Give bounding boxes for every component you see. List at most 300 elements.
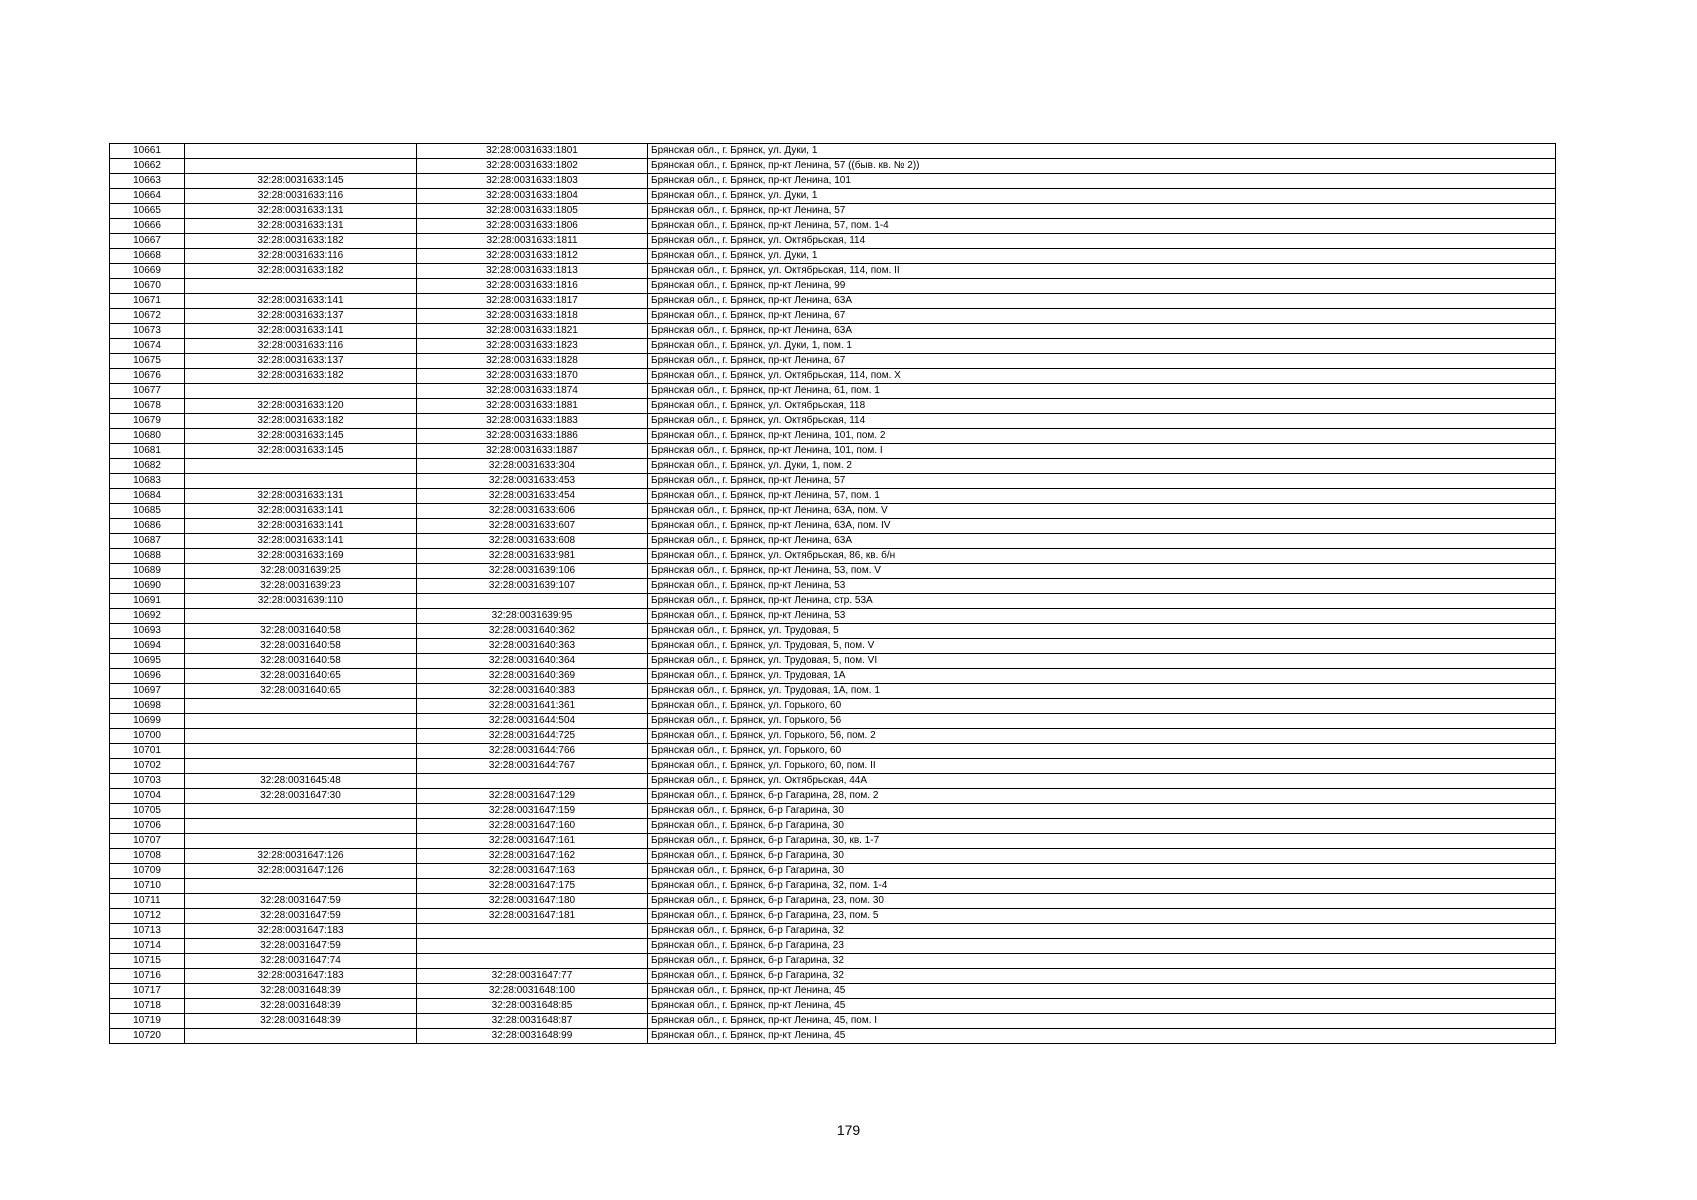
parent-cadastral-number-cell: 32:28:0031633:137 xyxy=(185,309,417,324)
parent-cadastral-number-cell: 32:28:0031633:116 xyxy=(185,249,417,264)
address-cell: Брянская обл., г. Брянск, б-р Гагарина, 32 xyxy=(648,954,1556,969)
address-cell: Брянская обл., г. Брянск, ул. Дуки, 1, пом. 2 xyxy=(648,459,1556,474)
cadastral-number-cell: 32:28:0031633:1881 xyxy=(417,399,648,414)
table-row xyxy=(110,384,1556,399)
cadastral-number-cell: 32:28:0031633:1818 xyxy=(417,309,648,324)
parent-cadastral-number-cell: 32:28:0031647:59 xyxy=(185,939,417,954)
table-row xyxy=(110,579,1556,594)
row-number-cell: 10687 xyxy=(110,534,185,549)
row-number-cell: 10684 xyxy=(110,489,185,504)
table-row xyxy=(110,189,1556,204)
row-number-cell: 10698 xyxy=(110,699,185,714)
address-cell: Брянская обл., г. Брянск, ул. Октябрьская, 114 xyxy=(648,234,1556,249)
cadastral-number-cell: 32:28:0031633:1874 xyxy=(417,384,648,399)
table-row xyxy=(110,264,1556,279)
cadastral-number-cell xyxy=(417,774,648,789)
cadastral-number-cell: 32:28:0031647:159 xyxy=(417,804,648,819)
table-row xyxy=(110,159,1556,174)
table-row xyxy=(110,204,1556,219)
table-row xyxy=(110,609,1556,624)
table-row xyxy=(110,1029,1556,1044)
row-number-cell: 10680 xyxy=(110,429,185,444)
parent-cadastral-number-cell: 32:28:0031639:110 xyxy=(185,594,417,609)
row-number-cell: 10714 xyxy=(110,939,185,954)
row-number-cell: 10674 xyxy=(110,339,185,354)
table-row xyxy=(110,474,1556,489)
cadastral-number-cell xyxy=(417,594,648,609)
row-number-cell: 10700 xyxy=(110,729,185,744)
address-cell: Брянская обл., г. Брянск, ул. Дуки, 1 xyxy=(648,144,1556,159)
table-row xyxy=(110,969,1556,984)
row-number-cell: 10682 xyxy=(110,459,185,474)
address-cell: Брянская обл., г. Брянск, пр-кт Ленина, 101 xyxy=(648,174,1556,189)
cadastral-number-cell xyxy=(417,939,648,954)
address-cell: Брянская обл., г. Брянск, б-р Гагарина, 30 xyxy=(648,804,1556,819)
address-cell: Брянская обл., г. Брянск, пр-кт Ленина, стр. 53А xyxy=(648,594,1556,609)
table-row xyxy=(110,939,1556,954)
cadastral-number-cell: 32:28:0031633:1816 xyxy=(417,279,648,294)
parent-cadastral-number-cell: 32:28:0031648:39 xyxy=(185,984,417,999)
row-number-cell: 10715 xyxy=(110,954,185,969)
parent-cadastral-number-cell: 32:28:0031633:145 xyxy=(185,174,417,189)
address-cell: Брянская обл., г. Брянск, б-р Гагарина, 30 xyxy=(648,849,1556,864)
cadastral-number-cell: 32:28:0031633:981 xyxy=(417,549,648,564)
parent-cadastral-number-cell: 32:28:0031647:126 xyxy=(185,849,417,864)
cadastral-number-cell: 32:28:0031633:1805 xyxy=(417,204,648,219)
table-row xyxy=(110,144,1556,159)
address-cell: Брянская обл., г. Брянск, пр-кт Ленина, 57 xyxy=(648,204,1556,219)
cadastral-number-cell: 32:28:0031640:364 xyxy=(417,654,648,669)
parent-cadastral-number-cell: 32:28:0031633:182 xyxy=(185,414,417,429)
table-row xyxy=(110,864,1556,879)
cadastral-number-cell: 32:28:0031633:304 xyxy=(417,459,648,474)
parent-cadastral-number-cell xyxy=(185,819,417,834)
table-row xyxy=(110,714,1556,729)
address-cell: Брянская обл., г. Брянск, б-р Гагарина, 28, пом. 2 xyxy=(648,789,1556,804)
parent-cadastral-number-cell: 32:28:0031633:145 xyxy=(185,444,417,459)
address-cell: Брянская обл., г. Брянск, ул. Трудовая, 5, пом. VI xyxy=(648,654,1556,669)
row-number-cell: 10707 xyxy=(110,834,185,849)
parent-cadastral-number-cell: 32:28:0031639:23 xyxy=(185,579,417,594)
parent-cadastral-number-cell: 32:28:0031633:116 xyxy=(185,339,417,354)
row-number-cell: 10664 xyxy=(110,189,185,204)
address-cell: Брянская обл., г. Брянск, ул. Октябрьская, 86, кв. б/н xyxy=(648,549,1556,564)
table-row xyxy=(110,669,1556,684)
parent-cadastral-number-cell: 32:28:0031647:183 xyxy=(185,924,417,939)
parent-cadastral-number-cell: 32:28:0031647:74 xyxy=(185,954,417,969)
row-number-cell: 10667 xyxy=(110,234,185,249)
table-row xyxy=(110,639,1556,654)
table-row xyxy=(110,489,1556,504)
address-cell: Брянская обл., г. Брянск, пр-кт Ленина, 99 xyxy=(648,279,1556,294)
parent-cadastral-number-cell xyxy=(185,159,417,174)
table-row xyxy=(110,174,1556,189)
row-number-cell: 10703 xyxy=(110,774,185,789)
parent-cadastral-number-cell xyxy=(185,759,417,774)
cadastral-table-body xyxy=(110,144,1556,1044)
parent-cadastral-number-cell: 32:28:0031640:58 xyxy=(185,624,417,639)
parent-cadastral-number-cell xyxy=(185,834,417,849)
row-number-cell: 10717 xyxy=(110,984,185,999)
table-row xyxy=(110,954,1556,969)
address-cell: Брянская обл., г. Брянск, ул. Дуки, 1, пом. 1 xyxy=(648,339,1556,354)
parent-cadastral-number-cell xyxy=(185,729,417,744)
table-row xyxy=(110,519,1556,534)
parent-cadastral-number-cell: 32:28:0031633:141 xyxy=(185,534,417,549)
address-cell: Брянская обл., г. Брянск, ул. Октябрьская, 114, пом. II xyxy=(648,264,1556,279)
row-number-cell: 10661 xyxy=(110,144,185,159)
table-row xyxy=(110,909,1556,924)
address-cell: Брянская обл., г. Брянск, пр-кт Ленина, 45 xyxy=(648,1029,1556,1044)
row-number-cell: 10690 xyxy=(110,579,185,594)
address-cell: Брянская обл., г. Брянск, ул. Трудовая, 1А xyxy=(648,669,1556,684)
parent-cadastral-number-cell: 32:28:0031633:141 xyxy=(185,504,417,519)
address-cell: Брянская обл., г. Брянск, пр-кт Ленина, 63А xyxy=(648,324,1556,339)
row-number-cell: 10683 xyxy=(110,474,185,489)
parent-cadastral-number-cell: 32:28:0031648:39 xyxy=(185,1014,417,1029)
address-cell: Брянская обл., г. Брянск, пр-кт Ленина, 45, пом. I xyxy=(648,1014,1556,1029)
cadastral-number-cell: 32:28:0031640:363 xyxy=(417,639,648,654)
address-cell: Брянская обл., г. Брянск, ул. Трудовая, 5 xyxy=(648,624,1556,639)
cadastral-number-cell: 32:28:0031633:1812 xyxy=(417,249,648,264)
address-cell: Брянская обл., г. Брянск, б-р Гагарина, 32, пом. 1-4 xyxy=(648,879,1556,894)
cadastral-number-cell: 32:28:0031647:180 xyxy=(417,894,648,909)
row-number-cell: 10668 xyxy=(110,249,185,264)
row-number-cell: 10672 xyxy=(110,309,185,324)
address-cell: Брянская обл., г. Брянск, б-р Гагарина, 30 xyxy=(648,864,1556,879)
table-row xyxy=(110,414,1556,429)
row-number-cell: 10702 xyxy=(110,759,185,774)
address-cell: Брянская обл., г. Брянск, пр-кт Ленина, 53 xyxy=(648,579,1556,594)
parent-cadastral-number-cell: 32:28:0031633:182 xyxy=(185,264,417,279)
table-row xyxy=(110,744,1556,759)
row-number-cell: 10701 xyxy=(110,744,185,759)
cadastral-number-cell: 32:28:0031648:100 xyxy=(417,984,648,999)
cadastral-number-cell: 32:28:0031633:1801 xyxy=(417,144,648,159)
row-number-cell: 10692 xyxy=(110,609,185,624)
cadastral-number-cell: 32:28:0031633:1804 xyxy=(417,189,648,204)
table-row xyxy=(110,654,1556,669)
cadastral-number-cell: 32:28:0031639:107 xyxy=(417,579,648,594)
cadastral-number-cell: 32:28:0031639:95 xyxy=(417,609,648,624)
address-cell: Брянская обл., г. Брянск, пр-кт Ленина, 101, пом. 2 xyxy=(648,429,1556,444)
table-row xyxy=(110,249,1556,264)
parent-cadastral-number-cell xyxy=(185,1029,417,1044)
address-cell: Брянская обл., г. Брянск, ул. Горького, 56, пом. 2 xyxy=(648,729,1556,744)
table-row xyxy=(110,279,1556,294)
address-cell: Брянская обл., г. Брянск, б-р Гагарина, 23 xyxy=(648,939,1556,954)
address-cell: Брянская обл., г. Брянск, пр-кт Ленина, 63А, пом. IV xyxy=(648,519,1556,534)
cadastral-number-cell: 32:28:0031633:1828 xyxy=(417,354,648,369)
table-row xyxy=(110,234,1556,249)
parent-cadastral-number-cell: 32:28:0031633:141 xyxy=(185,519,417,534)
parent-cadastral-number-cell: 32:28:0031633:182 xyxy=(185,234,417,249)
table-row xyxy=(110,369,1556,384)
cadastral-number-cell: 32:28:0031633:1803 xyxy=(417,174,648,189)
table-row xyxy=(110,699,1556,714)
cadastral-number-cell: 32:28:0031647:175 xyxy=(417,879,648,894)
cadastral-number-cell: 32:28:0031633:1870 xyxy=(417,369,648,384)
row-number-cell: 10718 xyxy=(110,999,185,1014)
row-number-cell: 10678 xyxy=(110,399,185,414)
table-row xyxy=(110,924,1556,939)
table-row xyxy=(110,324,1556,339)
table-row xyxy=(110,219,1556,234)
table-row xyxy=(110,294,1556,309)
row-number-cell: 10694 xyxy=(110,639,185,654)
table-row xyxy=(110,444,1556,459)
table-row xyxy=(110,624,1556,639)
row-number-cell: 10673 xyxy=(110,324,185,339)
cadastral-number-cell: 32:28:0031640:362 xyxy=(417,624,648,639)
table-row xyxy=(110,594,1556,609)
cadastral-number-cell: 32:28:0031633:1802 xyxy=(417,159,648,174)
parent-cadastral-number-cell xyxy=(185,474,417,489)
row-number-cell: 10676 xyxy=(110,369,185,384)
address-cell: Брянская обл., г. Брянск, ул. Горького, 60, пом. II xyxy=(648,759,1556,774)
parent-cadastral-number-cell: 32:28:0031640:58 xyxy=(185,654,417,669)
row-number-cell: 10720 xyxy=(110,1029,185,1044)
row-number-cell: 10705 xyxy=(110,804,185,819)
address-cell: Брянская обл., г. Брянск, ул. Трудовая, 5, пом. V xyxy=(648,639,1556,654)
parent-cadastral-number-cell: 32:28:0031633:141 xyxy=(185,294,417,309)
table-row xyxy=(110,534,1556,549)
address-cell: Брянская обл., г. Брянск, пр-кт Ленина, 67 xyxy=(648,354,1556,369)
address-cell: Брянская обл., г. Брянск, пр-кт Ленина, 63А xyxy=(648,294,1556,309)
parent-cadastral-number-cell xyxy=(185,714,417,729)
cadastral-number-cell: 32:28:0031648:99 xyxy=(417,1029,648,1044)
parent-cadastral-number-cell: 32:28:0031633:141 xyxy=(185,324,417,339)
cadastral-number-cell: 32:28:0031640:369 xyxy=(417,669,648,684)
table-row xyxy=(110,504,1556,519)
parent-cadastral-number-cell: 32:28:0031648:39 xyxy=(185,999,417,1014)
address-cell: Брянская обл., г. Брянск, ул. Дуки, 1 xyxy=(648,189,1556,204)
parent-cadastral-number-cell: 32:28:0031633:131 xyxy=(185,204,417,219)
parent-cadastral-number-cell xyxy=(185,804,417,819)
table-row xyxy=(110,339,1556,354)
cadastral-number-cell: 32:28:0031647:163 xyxy=(417,864,648,879)
row-number-cell: 10708 xyxy=(110,849,185,864)
address-cell: Брянская обл., г. Брянск, пр-кт Ленина, 57 ((быв. кв. № 2)) xyxy=(648,159,1556,174)
cadastral-number-cell: 32:28:0031633:606 xyxy=(417,504,648,519)
cadastral-number-cell: 32:28:0031647:77 xyxy=(417,969,648,984)
parent-cadastral-number-cell: 32:28:0031640:65 xyxy=(185,669,417,684)
table-row xyxy=(110,549,1556,564)
row-number-cell: 10709 xyxy=(110,864,185,879)
row-number-cell: 10719 xyxy=(110,1014,185,1029)
parent-cadastral-number-cell xyxy=(185,459,417,474)
table-row xyxy=(110,684,1556,699)
cadastral-number-cell: 32:28:0031633:1806 xyxy=(417,219,648,234)
address-cell: Брянская обл., г. Брянск, пр-кт Ленина, 67 xyxy=(648,309,1556,324)
row-number-cell: 10695 xyxy=(110,654,185,669)
row-number-cell: 10679 xyxy=(110,414,185,429)
parent-cadastral-number-cell xyxy=(185,879,417,894)
parent-cadastral-number-cell: 32:28:0031640:58 xyxy=(185,639,417,654)
table-row xyxy=(110,729,1556,744)
row-number-cell: 10716 xyxy=(110,969,185,984)
cadastral-number-cell: 32:28:0031648:87 xyxy=(417,1014,648,1029)
address-cell: Брянская обл., г. Брянск, пр-кт Ленина, 57 xyxy=(648,474,1556,489)
row-number-cell: 10671 xyxy=(110,294,185,309)
cadastral-number-cell: 32:28:0031640:383 xyxy=(417,684,648,699)
parent-cadastral-number-cell: 32:28:0031633:145 xyxy=(185,429,417,444)
parent-cadastral-number-cell: 32:28:0031647:126 xyxy=(185,864,417,879)
cadastral-number-cell: 32:28:0031647:129 xyxy=(417,789,648,804)
table-row xyxy=(110,354,1556,369)
cadastral-number-cell xyxy=(417,954,648,969)
parent-cadastral-number-cell: 32:28:0031633:137 xyxy=(185,354,417,369)
address-cell: Брянская обл., г. Брянск, пр-кт Ленина, 45 xyxy=(648,984,1556,999)
cadastral-number-cell: 32:28:0031633:453 xyxy=(417,474,648,489)
table-row xyxy=(110,459,1556,474)
parent-cadastral-number-cell: 32:28:0031639:25 xyxy=(185,564,417,579)
table-row xyxy=(110,849,1556,864)
table-row xyxy=(110,804,1556,819)
address-cell: Брянская обл., г. Брянск, б-р Гагарина, 32 xyxy=(648,924,1556,939)
address-cell: Брянская обл., г. Брянск, пр-кт Ленина, 61, пом. 1 xyxy=(648,384,1556,399)
table-row xyxy=(110,759,1556,774)
cadastral-number-cell xyxy=(417,924,648,939)
row-number-cell: 10704 xyxy=(110,789,185,804)
row-number-cell: 10669 xyxy=(110,264,185,279)
row-number-cell: 10710 xyxy=(110,879,185,894)
row-number-cell: 10691 xyxy=(110,594,185,609)
row-number-cell: 10706 xyxy=(110,819,185,834)
table-row xyxy=(110,1014,1556,1029)
address-cell: Брянская обл., г. Брянск, ул. Дуки, 1 xyxy=(648,249,1556,264)
row-number-cell: 10681 xyxy=(110,444,185,459)
table-row xyxy=(110,834,1556,849)
cadastral-number-cell: 32:28:0031633:1817 xyxy=(417,294,648,309)
row-number-cell: 10697 xyxy=(110,684,185,699)
cadastral-number-cell: 32:28:0031647:160 xyxy=(417,819,648,834)
parent-cadastral-number-cell: 32:28:0031633:131 xyxy=(185,489,417,504)
address-cell: Брянская обл., г. Брянск, пр-кт Ленина, 45 xyxy=(648,999,1556,1014)
address-cell: Брянская обл., г. Брянск, б-р Гагарина, 23, пом. 30 xyxy=(648,894,1556,909)
cadastral-number-cell: 32:28:0031644:767 xyxy=(417,759,648,774)
row-number-cell: 10711 xyxy=(110,894,185,909)
row-number-cell: 10713 xyxy=(110,924,185,939)
parent-cadastral-number-cell: 32:28:0031633:120 xyxy=(185,399,417,414)
row-number-cell: 10670 xyxy=(110,279,185,294)
page-number: 179 xyxy=(836,1122,861,1138)
cadastral-number-cell: 32:28:0031647:161 xyxy=(417,834,648,849)
parent-cadastral-number-cell: 32:28:0031645:48 xyxy=(185,774,417,789)
address-cell: Брянская обл., г. Брянск, б-р Гагарина, 32 xyxy=(648,969,1556,984)
table-row xyxy=(110,894,1556,909)
table-row xyxy=(110,999,1556,1014)
cadastral-number-cell: 32:28:0031633:1811 xyxy=(417,234,648,249)
parent-cadastral-number-cell: 32:28:0031647:183 xyxy=(185,969,417,984)
cadastral-number-cell: 32:28:0031648:85 xyxy=(417,999,648,1014)
parent-cadastral-number-cell xyxy=(185,144,417,159)
row-number-cell: 10677 xyxy=(110,384,185,399)
table-row xyxy=(110,774,1556,789)
address-cell: Брянская обл., г. Брянск, ул. Октябрьская, 114 xyxy=(648,414,1556,429)
address-cell: Брянская обл., г. Брянск, б-р Гагарина, 30, кв. 1-7 xyxy=(648,834,1556,849)
row-number-cell: 10666 xyxy=(110,219,185,234)
row-number-cell: 10675 xyxy=(110,354,185,369)
parent-cadastral-number-cell: 32:28:0031640:65 xyxy=(185,684,417,699)
address-cell: Брянская обл., г. Брянск, пр-кт Ленина, 53 xyxy=(648,609,1556,624)
address-cell: Брянская обл., г. Брянск, пр-кт Ленина, 63А xyxy=(648,534,1556,549)
row-number-cell: 10685 xyxy=(110,504,185,519)
cadastral-number-cell: 32:28:0031644:725 xyxy=(417,729,648,744)
row-number-cell: 10712 xyxy=(110,909,185,924)
table-row xyxy=(110,984,1556,999)
row-number-cell: 10686 xyxy=(110,519,185,534)
table-row xyxy=(110,564,1556,579)
table-row xyxy=(110,429,1556,444)
parent-cadastral-number-cell xyxy=(185,699,417,714)
parent-cadastral-number-cell: 32:28:0031633:131 xyxy=(185,219,417,234)
parent-cadastral-number-cell: 32:28:0031647:59 xyxy=(185,894,417,909)
parent-cadastral-number-cell: 32:28:0031633:182 xyxy=(185,369,417,384)
parent-cadastral-number-cell xyxy=(185,609,417,624)
cadastral-number-cell: 32:28:0031633:454 xyxy=(417,489,648,504)
cadastral-number-cell: 32:28:0031647:181 xyxy=(417,909,648,924)
cadastral-number-cell: 32:28:0031644:766 xyxy=(417,744,648,759)
row-number-cell: 10688 xyxy=(110,549,185,564)
address-cell: Брянская обл., г. Брянск, ул. Горького, 60 xyxy=(648,699,1556,714)
address-cell: Брянская обл., г. Брянск, пр-кт Ленина, 63А, пом. V xyxy=(648,504,1556,519)
table-row xyxy=(110,399,1556,414)
cadastral-number-cell: 32:28:0031633:1883 xyxy=(417,414,648,429)
row-number-cell: 10662 xyxy=(110,159,185,174)
parent-cadastral-number-cell xyxy=(185,744,417,759)
parent-cadastral-number-cell: 32:28:0031647:59 xyxy=(185,909,417,924)
address-cell: Брянская обл., г. Брянск, ул. Трудовая, 1А, пом. 1 xyxy=(648,684,1556,699)
address-cell: Брянская обл., г. Брянск, пр-кт Ленина, 53, пом. V xyxy=(648,564,1556,579)
row-number-cell: 10689 xyxy=(110,564,185,579)
address-cell: Брянская обл., г. Брянск, пр-кт Ленина, 57, пом. 1-4 xyxy=(648,219,1556,234)
row-number-cell: 10693 xyxy=(110,624,185,639)
address-cell: Брянская обл., г. Брянск, б-р Гагарина, 30 xyxy=(648,819,1556,834)
cadastral-table xyxy=(109,143,1556,1044)
cadastral-number-cell: 32:28:0031633:1886 xyxy=(417,429,648,444)
cadastral-number-cell: 32:28:0031641:361 xyxy=(417,699,648,714)
row-number-cell: 10699 xyxy=(110,714,185,729)
parent-cadastral-number-cell xyxy=(185,279,417,294)
table-row xyxy=(110,819,1556,834)
address-cell: Брянская обл., г. Брянск, ул. Октябрьская, 44А xyxy=(648,774,1556,789)
cadastral-number-cell: 32:28:0031633:608 xyxy=(417,534,648,549)
cadastral-number-cell: 32:28:0031633:1823 xyxy=(417,339,648,354)
address-cell: Брянская обл., г. Брянск, ул. Октябрьская, 114, пом. X xyxy=(648,369,1556,384)
table-row xyxy=(110,789,1556,804)
cadastral-number-cell: 32:28:0031633:1813 xyxy=(417,264,648,279)
table-row xyxy=(110,309,1556,324)
address-cell: Брянская обл., г. Брянск, пр-кт Ленина, 57, пом. 1 xyxy=(648,489,1556,504)
row-number-cell: 10663 xyxy=(110,174,185,189)
cadastral-number-cell: 32:28:0031639:106 xyxy=(417,564,648,579)
cadastral-number-cell: 32:28:0031633:1821 xyxy=(417,324,648,339)
address-cell: Брянская обл., г. Брянск, пр-кт Ленина, 101, пом. I xyxy=(648,444,1556,459)
address-cell: Брянская обл., г. Брянск, ул. Октябрьская, 118 xyxy=(648,399,1556,414)
cadastral-number-cell: 32:28:0031647:162 xyxy=(417,849,648,864)
parent-cadastral-number-cell: 32:28:0031633:116 xyxy=(185,189,417,204)
row-number-cell: 10665 xyxy=(110,204,185,219)
parent-cadastral-number-cell xyxy=(185,384,417,399)
cadastral-number-cell: 32:28:0031644:504 xyxy=(417,714,648,729)
cadastral-number-cell: 32:28:0031633:607 xyxy=(417,519,648,534)
parent-cadastral-number-cell: 32:28:0031633:169 xyxy=(185,549,417,564)
address-cell: Брянская обл., г. Брянск, б-р Гагарина, 23, пом. 5 xyxy=(648,909,1556,924)
cadastral-number-cell: 32:28:0031633:1887 xyxy=(417,444,648,459)
table-row xyxy=(110,879,1556,894)
address-cell: Брянская обл., г. Брянск, ул. Горького, 60 xyxy=(648,744,1556,759)
